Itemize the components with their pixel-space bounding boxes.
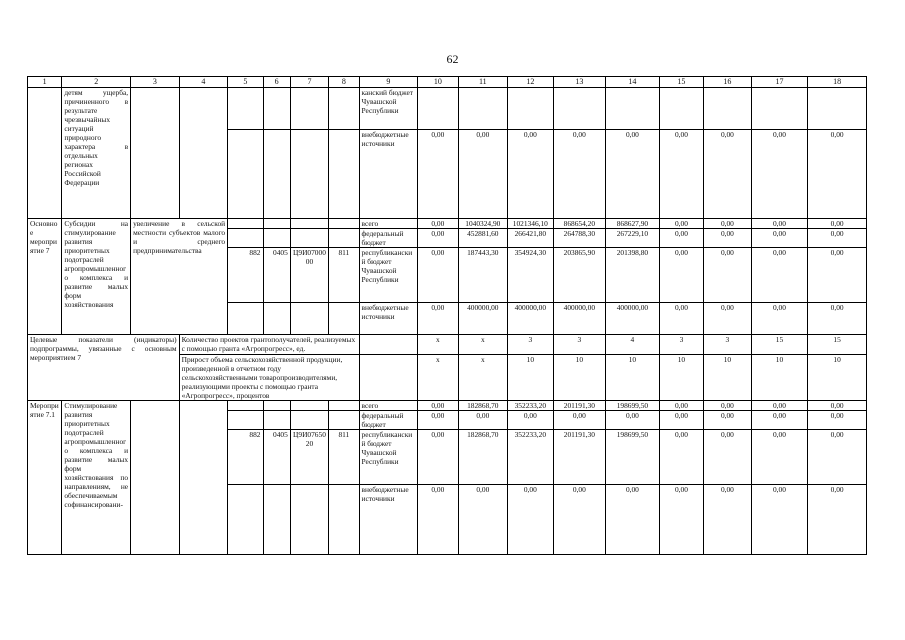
value-cell: 3 [704, 335, 752, 355]
value-cell: x [418, 335, 458, 355]
rzpr-cell: 0405 [263, 248, 290, 303]
value-cell: 198699,50 [606, 401, 660, 411]
value-cell: 452881,60 [458, 229, 508, 248]
value-cell: 0,00 [508, 485, 553, 555]
value-cell: 15 [808, 335, 867, 355]
source-cell: всего [359, 401, 418, 411]
value-cell: 0,00 [659, 401, 703, 411]
value-cell: 0,00 [751, 229, 808, 248]
empty-cell [228, 401, 263, 411]
value-cell: 0,00 [553, 411, 606, 430]
value-cell: 0,00 [418, 401, 458, 411]
empty-cell [228, 303, 263, 335]
empty-cell [228, 485, 263, 555]
source-cell: канский бюджет Чувашской Республики [359, 88, 418, 130]
empty-cell [808, 88, 867, 130]
value-cell: 0,00 [751, 485, 808, 555]
header-cell: 9 [359, 77, 418, 88]
value-cell: 400000,00 [553, 303, 606, 335]
value-cell: 0,00 [704, 411, 752, 430]
value-cell: 868627,90 [606, 219, 660, 229]
value-cell: 0,00 [704, 219, 752, 229]
empty-cell [553, 88, 606, 130]
value-cell: 0,00 [418, 430, 458, 485]
header-cell: 8 [329, 77, 359, 88]
value-cell: 0,00 [418, 303, 458, 335]
page-number: 62 [446, 52, 459, 66]
header-cell: 17 [751, 77, 808, 88]
value-cell: 3 [659, 335, 703, 355]
grbs-cell: 882 [228, 430, 263, 485]
header-cell: 4 [179, 77, 228, 88]
value-cell: 0,00 [751, 411, 808, 430]
value-cell: 0,00 [751, 401, 808, 411]
value-cell: 352233,20 [508, 430, 553, 485]
value-cell: 182868,70 [458, 430, 508, 485]
header-row [28, 77, 867, 88]
value-cell: 0,00 [704, 485, 752, 555]
empty-cell [131, 401, 180, 555]
indicator-text-cell: Количество проектов грантополучателей, реализуемых с помощью гранта «Агропрогресс», ед. [179, 335, 359, 355]
value-cell: 0,00 [508, 411, 553, 430]
empty-cell [329, 219, 359, 229]
value-cell: x [458, 335, 508, 355]
vr-cell: 811 [329, 430, 359, 485]
value-cell: 3 [508, 335, 553, 355]
source-cell: внебюджетные источники [359, 485, 418, 555]
empty-cell [606, 88, 660, 130]
source-cell: внебюджетные источники [359, 303, 418, 335]
empty-cell [290, 130, 328, 219]
value-cell: 0,00 [606, 485, 660, 555]
value-cell: 0,00 [458, 411, 508, 430]
rzpr-cell: 0405 [263, 430, 290, 485]
value-cell: 264788,30 [553, 229, 606, 248]
value-cell: 0,00 [659, 130, 703, 219]
value-cell: 352233,20 [508, 401, 553, 411]
empty-cell [263, 411, 290, 430]
header-cell: 1 [28, 77, 62, 88]
value-cell: 201191,30 [553, 430, 606, 485]
empty-cell [228, 229, 263, 248]
header-cell: 5 [228, 77, 263, 88]
value-cell: 266421,80 [508, 229, 553, 248]
empty-cell [329, 303, 359, 335]
value-cell: 4 [606, 335, 660, 355]
value-cell: 198699,50 [606, 430, 660, 485]
value-cell: x [418, 355, 458, 401]
value-cell: 15 [751, 335, 808, 355]
value-cell: 10 [508, 355, 553, 401]
value-cell: 0,00 [659, 248, 703, 303]
empty-cell [418, 88, 458, 130]
header-cell: 10 [418, 77, 458, 88]
value-cell: 0,00 [418, 485, 458, 555]
header-cell: 7 [290, 77, 328, 88]
header-cell: 13 [553, 77, 606, 88]
header-cell: 11 [458, 77, 508, 88]
empty-cell [131, 88, 180, 219]
empty-cell [290, 88, 328, 130]
empty-cell [228, 219, 263, 229]
empty-cell [290, 411, 328, 430]
empty-cell [228, 130, 263, 219]
value-cell: 0,00 [808, 229, 867, 248]
empty-cell [329, 485, 359, 555]
value-cell: 0,00 [751, 130, 808, 219]
value-cell: 868654,20 [553, 219, 606, 229]
value-cell: 0,00 [808, 219, 867, 229]
value-cell: 0,00 [808, 248, 867, 303]
value-cell: 0,00 [808, 401, 867, 411]
value-cell: 0,00 [704, 229, 752, 248]
value-cell: x [458, 355, 508, 401]
value-cell: 0,00 [751, 248, 808, 303]
measure-number-cell: Мероприятие 7.1 [28, 401, 62, 555]
csr-cell: Ц9И0700000 [290, 248, 328, 303]
grbs-cell: 882 [228, 248, 263, 303]
value-cell: 0,00 [458, 485, 508, 555]
value-cell: 0,00 [808, 130, 867, 219]
measure-number-cell: Основное мероприятие 7 [28, 219, 62, 335]
empty-cell [329, 88, 359, 130]
value-cell: 0,00 [659, 430, 703, 485]
empty-cell [329, 411, 359, 430]
value-cell: 0,00 [418, 219, 458, 229]
empty-cell [263, 303, 290, 335]
empty-cell [290, 219, 328, 229]
empty-cell [458, 88, 508, 130]
csr-cell: Ц9И0765020 [290, 430, 328, 485]
value-cell: 400000,00 [606, 303, 660, 335]
value-cell: 10 [659, 355, 703, 401]
source-cell: федеральный бюджет [359, 229, 418, 248]
empty-cell [290, 401, 328, 411]
value-cell: 201398,80 [606, 248, 660, 303]
empty-cell [329, 401, 359, 411]
value-cell: 0,00 [606, 130, 660, 219]
value-cell: 0,00 [553, 485, 606, 555]
source-cell: республиканский бюджет Чувашской Республики [359, 430, 418, 485]
value-cell: 0,00 [751, 219, 808, 229]
empty-cell [290, 303, 328, 335]
value-cell: 3 [553, 335, 606, 355]
value-cell: 182868,70 [458, 401, 508, 411]
table-row [28, 88, 867, 130]
empty-cell [359, 355, 418, 401]
measure-result-cell: увеличение в сельской местности субъектов малого и среднего предпринимательства [131, 219, 228, 335]
empty-cell [290, 485, 328, 555]
value-cell: 10 [751, 355, 808, 401]
empty-cell [263, 88, 290, 130]
header-cell: 3 [131, 77, 180, 88]
indicators-label-cell: Целевые показатели (индикаторы) подпрограммы, увязанные с основным мероприятием 7 [28, 335, 180, 401]
value-cell: 0,00 [704, 130, 752, 219]
value-cell: 267229,10 [606, 229, 660, 248]
header-cell: 15 [659, 77, 703, 88]
value-cell: 0,00 [704, 248, 752, 303]
empty-cell [179, 401, 228, 555]
value-cell: 0,00 [659, 303, 703, 335]
value-cell: 10 [808, 355, 867, 401]
value-cell: 354924,30 [508, 248, 553, 303]
value-cell: 0,00 [418, 248, 458, 303]
vr-cell: 811 [329, 248, 359, 303]
value-cell: 0,00 [606, 411, 660, 430]
value-cell: 0,00 [808, 303, 867, 335]
header-cell: 14 [606, 77, 660, 88]
empty-cell [508, 88, 553, 130]
value-cell: 0,00 [659, 229, 703, 248]
value-cell: 0,00 [808, 411, 867, 430]
value-cell: 0,00 [808, 485, 867, 555]
value-cell: 0,00 [659, 485, 703, 555]
value-cell: 0,00 [659, 411, 703, 430]
empty-cell [179, 88, 228, 219]
measure-name-cell: детям ущерба, причиненного в результате чрезвычайных ситуаций природного характера в отдельных регионах Российской Федерации [62, 88, 131, 219]
budget-table [27, 76, 867, 555]
empty-cell [263, 485, 290, 555]
empty-cell [659, 88, 703, 130]
value-cell: 187443,30 [458, 248, 508, 303]
header-cell: 16 [704, 77, 752, 88]
value-cell: 0,00 [704, 303, 752, 335]
empty-cell [263, 229, 290, 248]
value-cell: 0,00 [418, 130, 458, 219]
value-cell: 0,00 [418, 411, 458, 430]
value-cell: 1040324,90 [458, 219, 508, 229]
value-cell: 10 [704, 355, 752, 401]
source-cell: республиканский бюджет Чувашской Республики [359, 248, 418, 303]
table-row [28, 335, 867, 355]
value-cell: 0,00 [704, 401, 752, 411]
value-cell: 0,00 [808, 430, 867, 485]
empty-cell [263, 401, 290, 411]
value-cell: 400000,00 [508, 303, 553, 335]
value-cell: 10 [606, 355, 660, 401]
empty-cell [228, 411, 263, 430]
header-cell: 12 [508, 77, 553, 88]
empty-cell [290, 229, 328, 248]
header-cell: 18 [808, 77, 867, 88]
empty-cell [359, 335, 418, 355]
empty-cell [329, 229, 359, 248]
measure-name-cell: Субсидии на стимулирование развития приоритетных подотраслей агропромышленного комплекса и развитие малых форм хозяйствования [62, 219, 131, 335]
value-cell: 0,00 [508, 130, 553, 219]
indicator-text-cell: Прирост объема сельскохозяйственной продукции, произведенной в отчетном году сельскохозяйственными товаропроизводителями, реализующими проекты с помощью гранта «Агропрогресс», процентов [179, 355, 359, 401]
value-cell: 0,00 [418, 229, 458, 248]
measure-name-cell: Стимулирование развития приоритетных подотраслей агропромышленного комплекса и развитие малых форм хозяйствования по направлениям, не обеспечиваемым софинансировани- [62, 401, 131, 555]
header-cell: 2 [62, 77, 131, 88]
value-cell: 0,00 [704, 430, 752, 485]
table-row [28, 401, 867, 411]
value-cell: 0,00 [553, 130, 606, 219]
source-cell: внебюджетные источники [359, 130, 418, 219]
value-cell: 201191,30 [553, 401, 606, 411]
empty-cell [704, 88, 752, 130]
value-cell: 0,00 [458, 130, 508, 219]
source-cell: федеральный бюджет [359, 411, 418, 430]
empty-cell [263, 130, 290, 219]
value-cell: 0,00 [751, 303, 808, 335]
empty-cell [263, 219, 290, 229]
header-cell: 6 [263, 77, 290, 88]
value-cell: 1021346,10 [508, 219, 553, 229]
value-cell: 400000,00 [458, 303, 508, 335]
value-cell: 0,00 [751, 430, 808, 485]
empty-cell [228, 88, 263, 130]
value-cell: 10 [553, 355, 606, 401]
empty-cell [329, 130, 359, 219]
empty-cell [751, 88, 808, 130]
value-cell: 203865,90 [553, 248, 606, 303]
table-row [28, 219, 867, 229]
empty-cell [28, 88, 62, 219]
value-cell: 0,00 [659, 219, 703, 229]
source-cell: всего [359, 219, 418, 229]
